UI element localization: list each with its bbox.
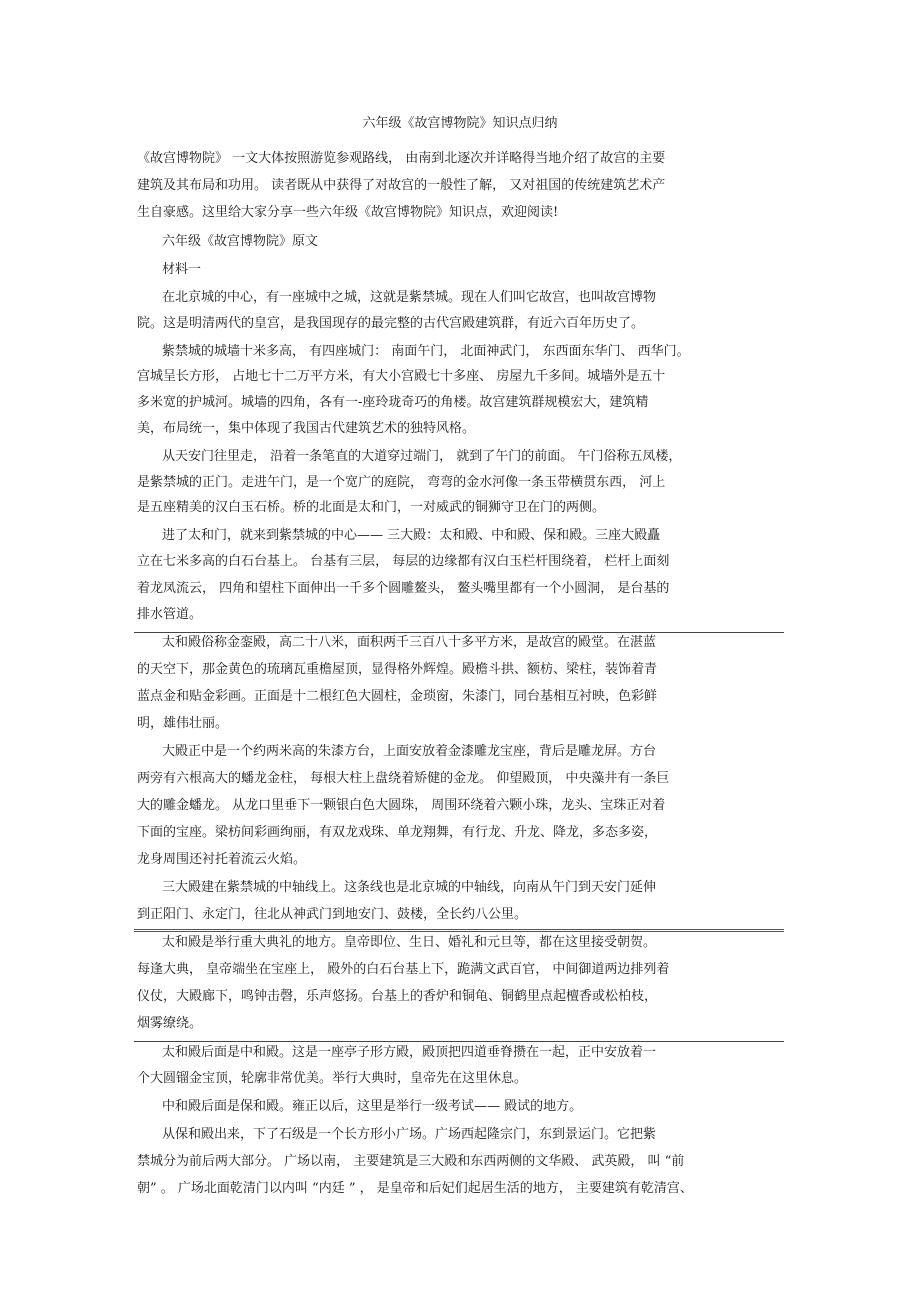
intro-line-3: 生自豪感。这里给大家分享一些六年级《故宫博物院》知识点，欢迎阅读! [137,205,559,220]
paragraph-line: 三大殿建在紫禁城的中轴线上。这条线也是北京城的中轴线，向南从午门到天安门延伸 [162,880,657,895]
paragraph-line: 朝” 。 广场北面乾清门以内叫 “内廷 ” ， 是皇帝和后妃们起居生活的地方， 主要建筑有乾清宫、 [137,1181,693,1196]
paragraph-line: 排水管道。 [137,607,203,622]
intro-line-2: 建筑及其布局和功用。 读者既从中获得了对故宫的一般性了解， 又对祖国的传统建筑艺术产 [137,178,666,193]
section-heading: 六年级《故宫博物院》原文 [162,234,319,249]
paragraph-line: 下面的宝座。梁枋间彩画绚丽，有双龙戏珠、单龙翔舞，有行龙、升龙、降龙，多态多姿， [137,825,658,840]
paragraph-line: 大的雕金蟠龙。 从龙口里垂下一颗银白色大圆珠， 周围环绕着六颗小珠，龙头、宝珠正对着 [137,798,666,813]
paragraph-line: 美，布局统一，集中体现了我国古代建筑艺术的独特风格。 [137,421,476,436]
paragraph-line: 太和殿后面是中和殿。这是一座亭子形方殿，殿顶把四道垂脊攒在一起，正中安放着一 [162,1045,657,1060]
paragraph-line: 紫禁城的城墙十米多高， 有四座城门： 南面午门， 北面神武门， 东西面东华门、 西华门。 [162,344,690,359]
paragraph-line: 宫城呈长方形， 占地七十二万平方米，有大小宫殿七十多座、 房屋九千多间。城墙外是五十 [137,369,666,384]
material-heading: 材料一 [162,262,202,277]
paragraph-line: 进了太和门，就来到紫禁城的中心—— 三大殿：太和殿、中和殿、保和殿。三座大殿矗 [162,528,661,543]
paragraph-line: 是五座精美的汉白玉石桥。桥的北面是太和门，一对威武的铜狮守卫在门的两侧。 [137,500,606,515]
double-rule [134,929,784,932]
paragraph-line: 每逢大典， 皇帝端坐在宝座上， 殿外的白石台基上下，跪满文武百官， 中间御道两边排列着 [137,962,670,977]
paragraph-line: 烟雾缭绕。 [137,1016,203,1031]
paragraph-line: 是紫禁城的正门。走进午门，是一个宽广的庭院， 弯弯的金水河像一条玉带横贯东西， 河上 [137,475,666,490]
paragraph-line: 龙身周围还衬托着流云火焰。 [137,852,307,867]
paragraph-line: 立在七米多高的白石台基上。 台基有三层， 每层的边缘都有汉白玉栏杆围绕着， 栏杆上面刻 [137,554,670,569]
intro-line-1: 《故宫博物院》 一文大体按照游览参观路线， 由南到北逐次并详略得当地介绍了故宫的主要 [137,151,666,166]
document-title: 六年级《故宫博物院》知识点归纳 [362,116,558,131]
paragraph-line: 从天安门往里走， 沿着一条笔直的大道穿过端门， 就到了午门的前面。 午门俗称五凤楼， [162,449,682,464]
paragraph-line: 明，雄伟壮丽。 [137,716,229,731]
paragraph-line: 的天空下，那金黄色的琉璃瓦重檐屋顶，显得格外辉煌。殿檐斗拱、额枋、梁柱，装饰着青 [137,662,658,677]
paragraph-line: 从保和殿出来，下了石级是一个长方形小广场。广场西起隆宗门，东到景运门。它把紫 [162,1127,657,1142]
paragraph-line: 两旁有六根高大的蟠龙金柱， 每根大柱上盘绕着矫健的金龙。 仰望殿顶， 中央藻井有一条巨 [137,771,670,786]
paragraph-line: 大殿正中是一个约两米高的朱漆方台，上面安放着金漆雕龙宝座，背后是雕龙屏。方台 [162,744,657,759]
horizontal-rule [134,632,784,633]
paragraph-line: 在北京城的中心，有一座城中之城，这就是紫禁城。现在人们叫它故宫，也叫故宫博物 [162,290,657,305]
paragraph-line: 禁城分为前后两大部分。 广场以南， 主要建筑是三大殿和东西两侧的文华殿、 武英殿， 叫 “前 [137,1154,685,1169]
paragraph-line: 仪仗，大殿廊下，鸣钟击磬，乐声悠扬。台基上的香炉和铜龟、铜鹤里点起檀香或松柏枝， [137,989,658,1004]
paragraph-line: 蓝点金和贴金彩画。正面是十二根红色大圆柱，金琐窗，朱漆门，同台基相互衬映，色彩鲜 [137,689,658,704]
paragraph-line: 着龙凤流云， 四角和望柱下面伸出一千多个圆雕鳌头， 鳌头嘴里都有一个小圆洞， 是台基的 [137,581,670,596]
paragraph-line: 院。这是明清两代的皇宫，是我国现存的最完整的古代宫殿建筑群，有近六百年历史了。 [137,316,645,331]
paragraph-line: 中和殿后面是保和殿。雍正以后，这里是举行一级考试—— 殿试的地方。 [162,1099,583,1114]
paragraph-line: 多米宽的护城河。城墙的四角，各有一-座玲珑奇巧的角楼。故宫建筑群规模宏大，建筑精 [137,395,649,410]
paragraph-line: 太和殿是举行重大典礼的地方。皇帝即位、生日、婚礼和元旦等，都在这里接受朝贺。 [162,935,657,950]
horizontal-rule [134,1041,784,1042]
paragraph-line: 个大圆镏金宝顶，轮廓非常优美。举行大典时，皇帝先在这里休息。 [137,1071,528,1086]
paragraph-line: 到正阳门、永定门，往北从神武门到地安门、鼓楼，全长约八公里。 [137,907,528,922]
paragraph-line: 太和殿俗称金銮殿，高二十八米，面积两千三百八十多平方米，是故宫的殿堂。在湛蓝 [162,635,657,650]
